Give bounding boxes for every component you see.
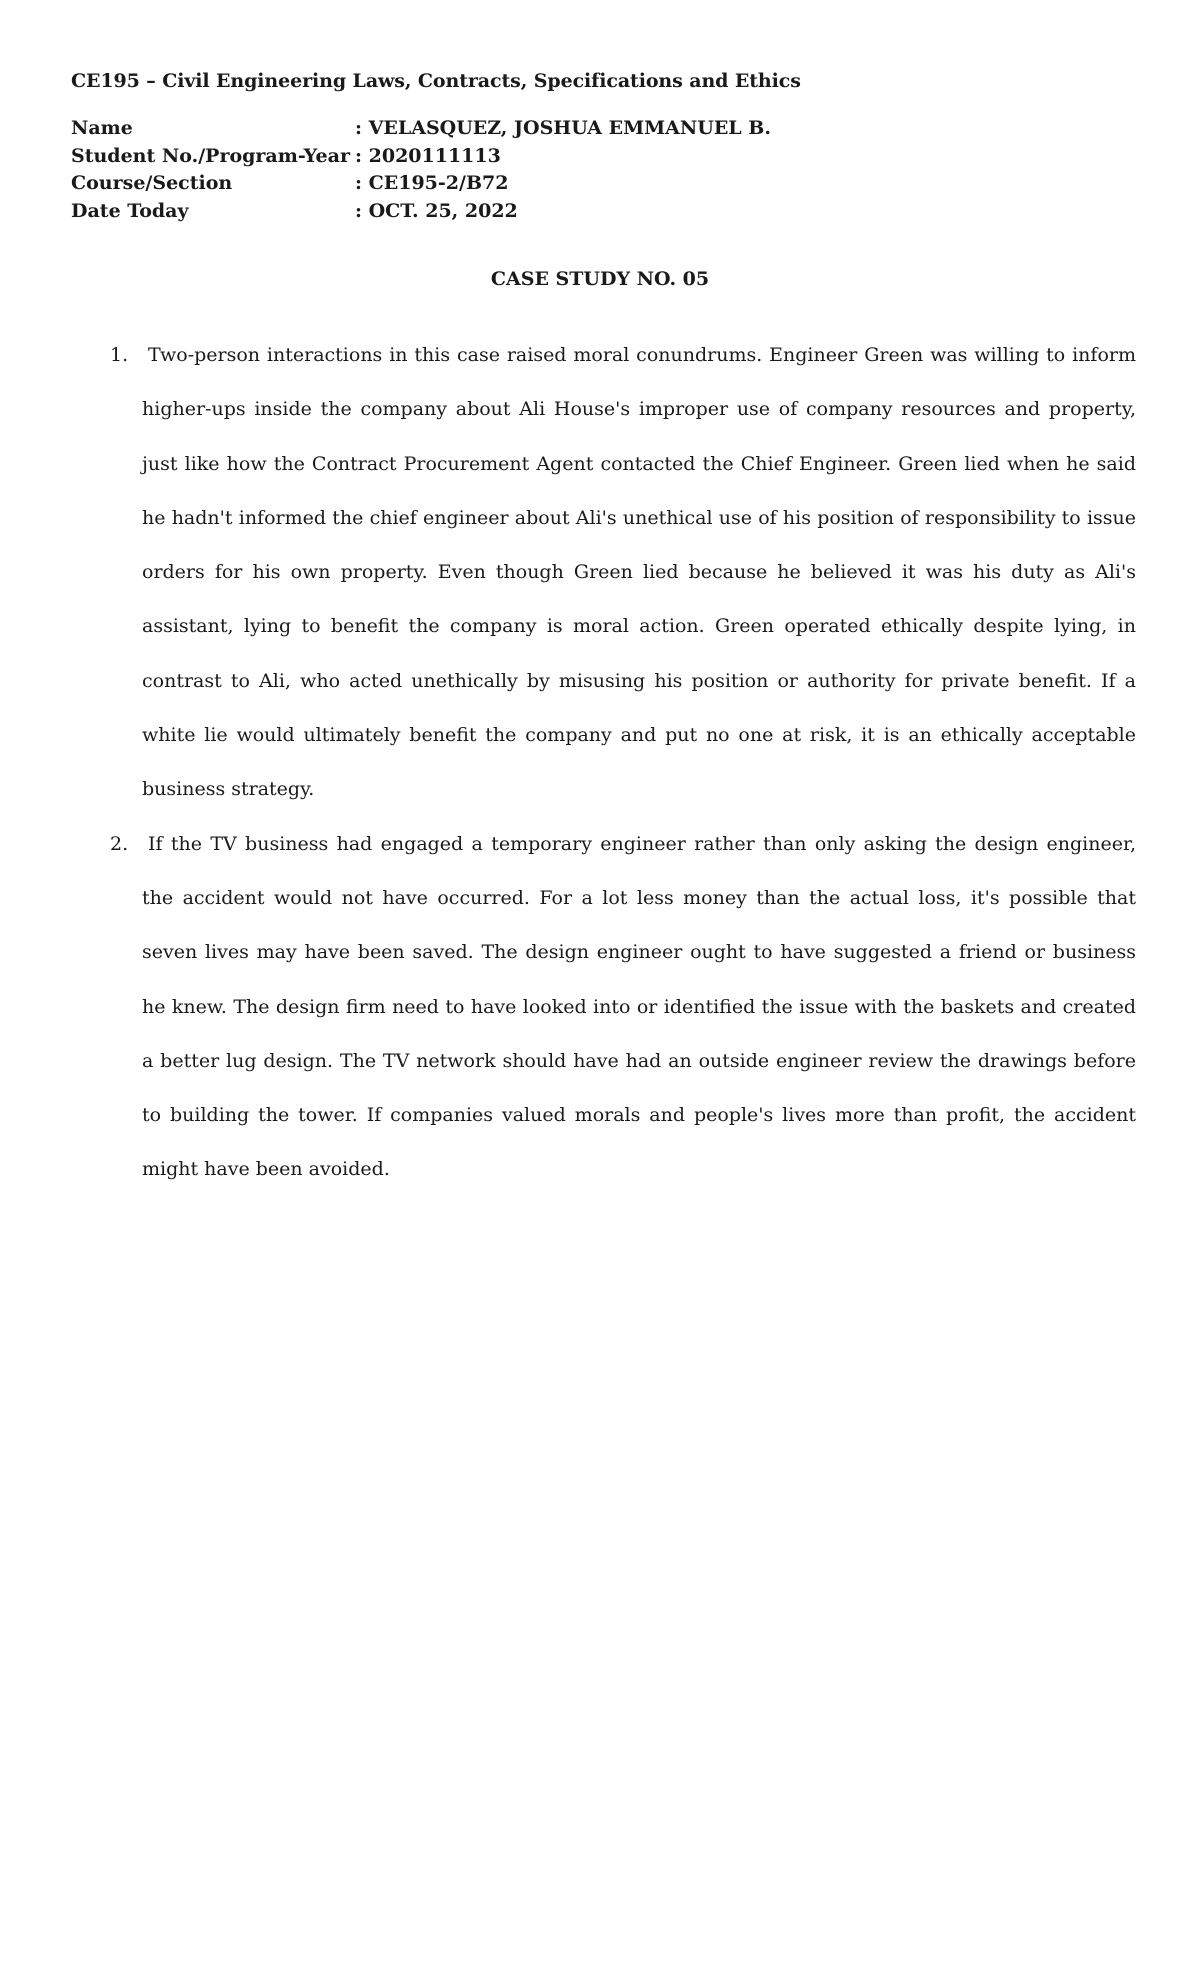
course-title: CE195 – Civil Engineering Laws, Contracts, Specifications and Ethics [71,70,801,92]
info-row-course-section [71,170,771,198]
student-info-table [71,115,771,225]
info-row-student-no [71,143,771,171]
info-row-name [71,115,771,143]
answer-number: 2. [110,832,129,855]
info-row-date [71,198,771,226]
info-value-course-section: : CE195-2/B72 [355,172,509,194]
answer-text: Two-person interactions in this case raised moral conundrums. Engineer Green was willing to inform higher-ups inside the company about Ali House's improper use of company resources and property, just like how the Contract Procurement Agent contacted the Chief Engineer. Green lied when he said he hadn't informed the chief engineer about Ali's unethical use of his position of responsibility to issue orders for his own property. Even though Green lied because he believed it was his duty as Ali's assistant, lying to benefit the company is moral action. Green operated ethically despite lying, in contrast to Ali, who acted unethically by misusing his position or authority for private benefit. If a white lie would ultimately benefit the company and put no one at risk, it is an ethically acceptable business strategy. [142,344,1136,801]
info-label-student-no: Student No./Program-Year [71,144,350,167]
case-study-title: CASE STUDY NO. 05 [490,268,710,290]
answer-item-1 [110,328,1136,817]
info-label-course-section: Course/Section [71,172,233,194]
answer-item-2 [110,817,1136,1197]
info-label-name: Name [71,117,133,139]
answer-text: If the TV business had engaged a temporary engineer rather than only asking the design engineer, the accident would not have occurred. For a lot less money than the actual loss, it's possible that seven lives may have been saved. The design engineer ought to have suggested a friend or business he knew. The design firm need to have looked into or identified the issue with the baskets and created a better lug design. The TV network should have had an outside engineer review the drawings before to building the tower. If companies valued morals and people's lives more than profit, the accident might have been avoided. [142,832,1136,1181]
answer-number: 1. [110,344,129,366]
info-label-date: Date Today [71,199,189,222]
info-value-date: : OCT. 25, 2022 [355,199,518,222]
info-value-student-no: : 2020111113 [355,144,501,167]
answer-list [110,328,1136,1197]
info-value-name: : VELASQUEZ, JOSHUA EMMANUEL B. [355,117,771,139]
